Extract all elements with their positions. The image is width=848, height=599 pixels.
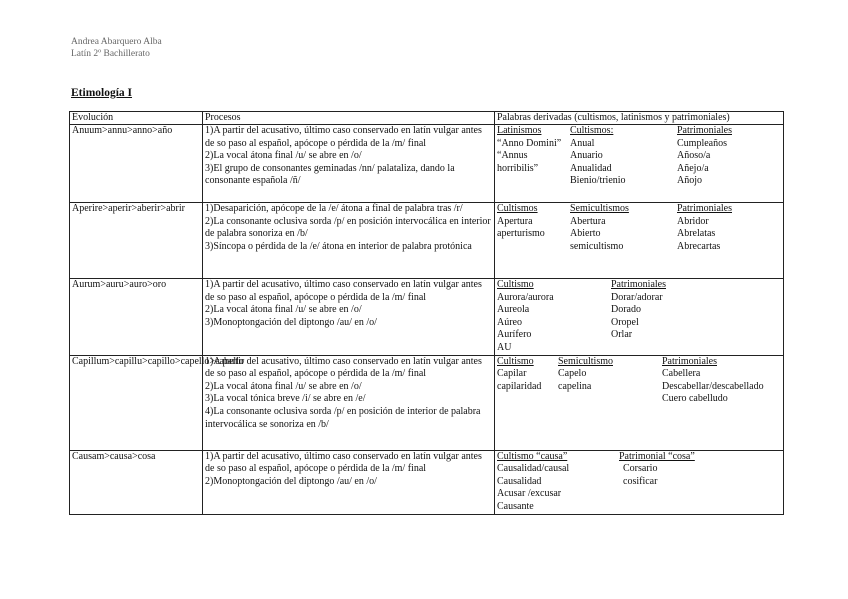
group-item: capilaridad <box>497 380 542 392</box>
derivadas-group <box>570 203 677 253</box>
table-row <box>70 203 784 279</box>
group-item: Capilar <box>497 368 527 380</box>
proceso-line: 3)Monoptongación del diptongo /au/ en /o/ <box>205 316 377 328</box>
proceso-line: 4)La consonante oclusiva sorda /p/ en posición de interior de palabra intervocálica se sonoriza en /b/ <box>205 405 481 430</box>
group-title: Patrimonial “cosa” <box>619 450 695 462</box>
procesos-cell <box>203 279 495 356</box>
group-item: cosificar <box>623 475 658 487</box>
group-item: Añejo/a <box>677 162 709 174</box>
group-item: Orlar <box>611 329 633 341</box>
derivadas-group <box>677 203 732 253</box>
table-header-row <box>70 112 784 125</box>
procesos-cell <box>203 355 495 450</box>
derivadas-cell <box>495 279 784 356</box>
procesos-cell <box>203 125 495 203</box>
column-header: Palabras derivadas (cultismos, latinismos y patrimoniales) <box>495 112 784 125</box>
group-item: Dorar/adorar <box>611 291 663 303</box>
group-item: Abierto <box>570 228 601 240</box>
group-title: Patrimoniales <box>677 125 732 136</box>
proceso-line: 3)El grupo de consonantes geminadas /nn/ palataliza, dando la consonante española /ñ/ <box>205 162 455 187</box>
evolucion-cell: Aperire>aperir>aberir>abrir <box>70 203 203 279</box>
group-item: Cabellera <box>662 368 701 380</box>
proceso-line: 2)La vocal átona final /u/ se abre en /o/ <box>205 304 362 316</box>
group-item: Bienio/trienio <box>570 175 626 187</box>
table-row <box>70 125 784 203</box>
evolucion-cell: Causam>causa>cosa <box>70 450 203 514</box>
group-title: Semicultismos <box>570 203 629 214</box>
derivadas-cell <box>495 125 784 203</box>
proceso-line: 3)Síncopa o pérdida de la /e/ átona en interior de palabra protónica <box>205 240 472 252</box>
group-title: Cultismos: <box>570 125 614 136</box>
derivadas-group <box>497 451 619 514</box>
group-item: Acusar /excusar <box>497 488 562 500</box>
group-item: Aureola <box>497 304 530 316</box>
group-title: Patrimoniales <box>611 279 666 290</box>
proceso-line: 1)A partir del acusativo, último caso conservado en latín vulgar antes de so paso al español, apócope o pérdida de la /m/ final <box>205 125 482 149</box>
table-row <box>70 450 784 514</box>
procesos-cell <box>203 203 495 279</box>
derivadas-group <box>497 125 570 188</box>
proceso-line: 2)La vocal átona final /u/ se abre en /o/ <box>205 380 362 392</box>
group-item: Añojo <box>677 175 702 187</box>
derivadas-group <box>497 279 611 355</box>
group-item: Aurora/aurora <box>497 291 554 303</box>
group-item: Descabellar/descabellado <box>662 380 764 392</box>
group-title: Latinismos <box>497 125 542 136</box>
group-item: semicultismo <box>570 240 624 252</box>
derivadas-group <box>497 203 570 253</box>
group-item: AU <box>497 341 512 353</box>
evolucion-cell: Capillum>capillu>capillo>capello>cabello <box>70 355 203 450</box>
group-item: Anual <box>570 137 595 149</box>
group-item: Apertura <box>497 215 533 227</box>
group-item: Capelo <box>558 368 587 380</box>
group-item: Aúreo <box>497 316 522 328</box>
proceso-line: 1)A partir del acusativo, último caso conservado en latín vulgar antes de so paso al español, apócope o pérdida de la /m/ final <box>205 355 482 380</box>
group-item: Anualidad <box>570 162 612 174</box>
derivadas-cell <box>495 450 784 514</box>
group-item: Dorado <box>611 304 641 316</box>
table-row <box>70 355 784 450</box>
group-title: Cultismo <box>497 355 534 367</box>
group-title: Cultismo <box>497 279 534 290</box>
group-item: Abertura <box>570 215 606 227</box>
group-item: Abrelatas <box>677 228 716 240</box>
etymology-table <box>69 111 784 515</box>
group-item: Oropel <box>611 316 639 328</box>
derivadas-group <box>497 356 558 406</box>
group-title: Semicultismo <box>558 355 613 367</box>
derivadas-group <box>558 356 662 406</box>
page-title: Etimología I <box>71 87 133 99</box>
group-item: aperturismo <box>497 228 545 240</box>
group-title: Patrimoniales <box>677 203 732 214</box>
derivadas-group <box>662 356 764 406</box>
column-header: Evolución <box>70 112 203 125</box>
proceso-line: 2)La vocal átona final /u/ se abre en /o/ <box>205 150 362 162</box>
author-name: Andrea Abarquero Alba <box>71 37 162 47</box>
group-item: Causante <box>497 500 534 512</box>
procesos-cell <box>203 450 495 514</box>
group-item: Abrecartas <box>677 240 721 252</box>
group-item: Abridor <box>677 215 709 227</box>
proceso-line: 1)A partir del acusativo, último caso conservado en latín vulgar antes de so paso al español, apócope o pérdida de la /m/ final <box>205 279 482 303</box>
group-item: Cumpleaños <box>677 137 727 149</box>
evolucion-cell: Aurum>auru>auro>oro <box>70 279 203 356</box>
derivadas-group <box>611 279 666 355</box>
group-title: Cultismos <box>497 203 538 214</box>
proceso-line: 2)La consonante oclusiva sorda /p/ en posición intervocálica en interior de palabra sonoriza en /b/ <box>205 215 491 240</box>
column-header: Procesos <box>203 112 495 125</box>
group-item: “Annus horribilis” <box>497 150 539 174</box>
group-item: Añoso/a <box>677 150 711 162</box>
table-row <box>70 279 784 356</box>
proceso-line: 1)Desaparición, apócope de la /e/ átona a final de palabra tras /r/ <box>205 203 463 214</box>
proceso-line: 2)Monoptongación del diptongo /au/ en /o/ <box>205 475 377 487</box>
derivadas-cell <box>495 203 784 279</box>
group-item: Anuario <box>570 150 603 162</box>
derivadas-group <box>619 451 695 514</box>
evolucion-cell: Anuum>annu>anno>año <box>70 125 203 203</box>
group-item: Corsario <box>623 463 658 475</box>
derivadas-group <box>570 125 677 188</box>
derivadas-cell <box>495 355 784 450</box>
group-item: Causalidad <box>497 475 542 487</box>
proceso-line: 3)La vocal tónica breve /i/ se abre en /e/ <box>205 393 366 405</box>
course-name: Latín 2º Bachillerato <box>71 49 150 59</box>
group-item: Cuero cabelludo <box>662 393 728 405</box>
derivadas-group <box>677 125 732 188</box>
group-item: “Anno Domini” <box>497 137 562 149</box>
group-item: capelina <box>558 380 592 392</box>
group-title: Patrimoniales <box>662 355 717 367</box>
group-item: Causalidad/causal <box>497 463 570 475</box>
group-title: Cultismo “causa” <box>497 450 568 462</box>
group-item: Aurífero <box>497 329 532 341</box>
proceso-line: 1)A partir del acusativo, último caso conservado en latín vulgar antes de so paso al español, apócope o pérdida de la /m/ final <box>205 450 482 475</box>
